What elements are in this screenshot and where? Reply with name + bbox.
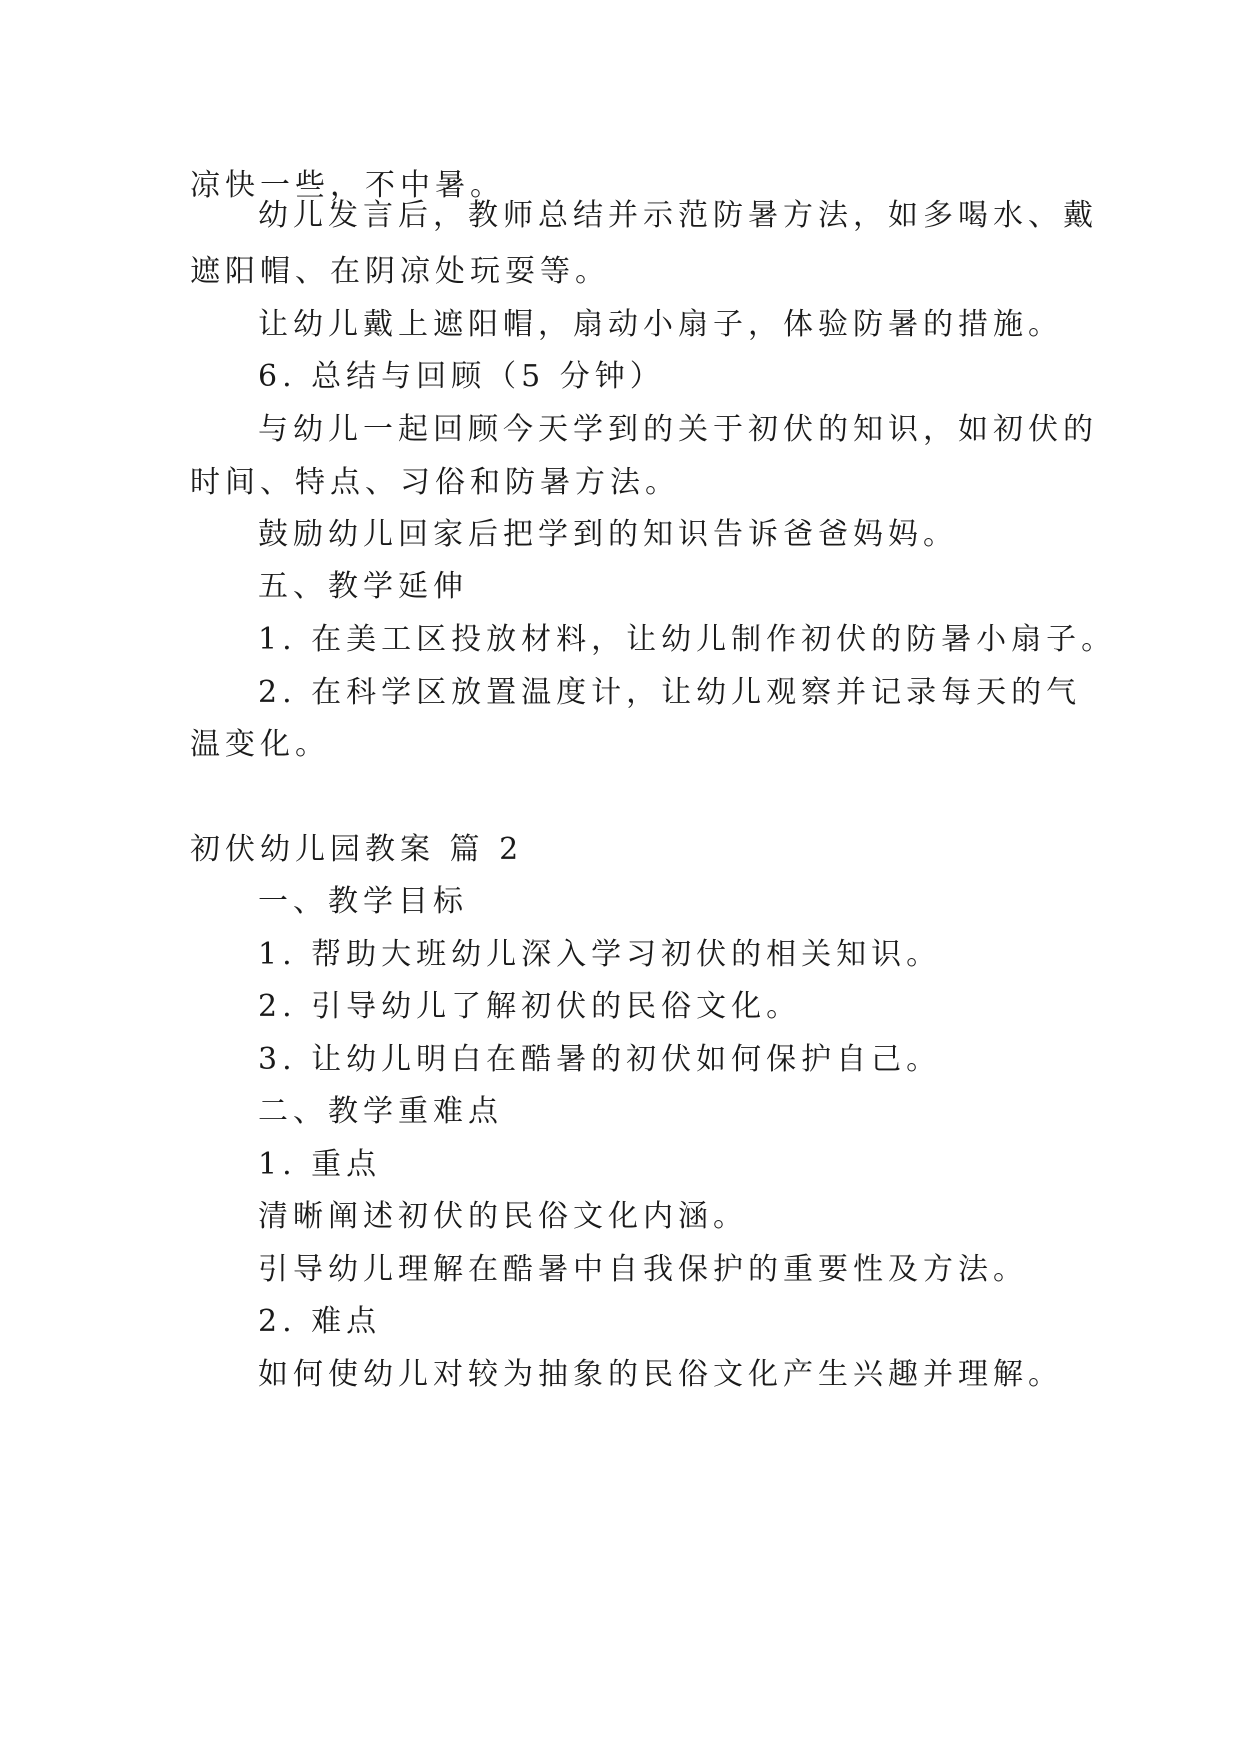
paragraph-line: 引导幼儿理解在酷暑中自我保护的重要性及方法。 bbox=[258, 1252, 1028, 1287]
paragraph-line: 鼓励幼儿回家后把学到的知识告诉爸爸妈妈。 bbox=[258, 517, 958, 552]
document-title: 初伏幼儿园教案 篇 2 bbox=[190, 832, 524, 867]
paragraph-line: 与幼儿一起回顾今天学到的关于初伏的知识，如初伏的 bbox=[258, 412, 1098, 447]
section-heading: 6. 总结与回顾（5 分钟） bbox=[258, 359, 665, 394]
paragraph-line: 遮阳帽、在阴凉处玩耍等。 bbox=[190, 254, 610, 289]
list-item: 1. 帮助大班幼儿深入学习初伏的相关知识。 bbox=[258, 937, 942, 972]
paragraph-line: 温变化。 bbox=[190, 727, 330, 762]
list-item: 2. 在科学区放置温度计，让幼儿观察并记录每天的气 bbox=[258, 675, 1082, 710]
section-heading: 二、教学重难点 bbox=[258, 1094, 503, 1129]
paragraph-line: 让幼儿戴上遮阳帽，扇动小扇子，体验防暑的措施。 bbox=[258, 307, 1063, 342]
section-heading: 一、教学目标 bbox=[258, 884, 468, 919]
list-item: 2. 难点 bbox=[258, 1304, 382, 1339]
paragraph-line: 凉快一些，不中暑。 bbox=[190, 168, 505, 203]
paragraph-line: 时间、特点、习俗和防暑方法。 bbox=[190, 465, 680, 500]
section-heading: 五、教学延伸 bbox=[258, 569, 468, 604]
list-item: 2. 引导幼儿了解初伏的民俗文化。 bbox=[258, 989, 802, 1024]
list-item: 1. 在美工区投放材料，让幼儿制作初伏的防暑小扇子。 bbox=[258, 622, 1117, 657]
list-item: 1. 重点 bbox=[258, 1147, 382, 1182]
list-item: 3. 让幼儿明白在酷暑的初伏如何保护自己。 bbox=[258, 1042, 942, 1077]
paragraph-line: 清晰阐述初伏的民俗文化内涵。 bbox=[258, 1199, 748, 1234]
paragraph-line: 幼儿发言后，教师总结并示范防暑方法，如多喝水、戴 bbox=[258, 198, 1098, 233]
paragraph-line: 如何使幼儿对较为抽象的民俗文化产生兴趣并理解。 bbox=[258, 1357, 1063, 1392]
